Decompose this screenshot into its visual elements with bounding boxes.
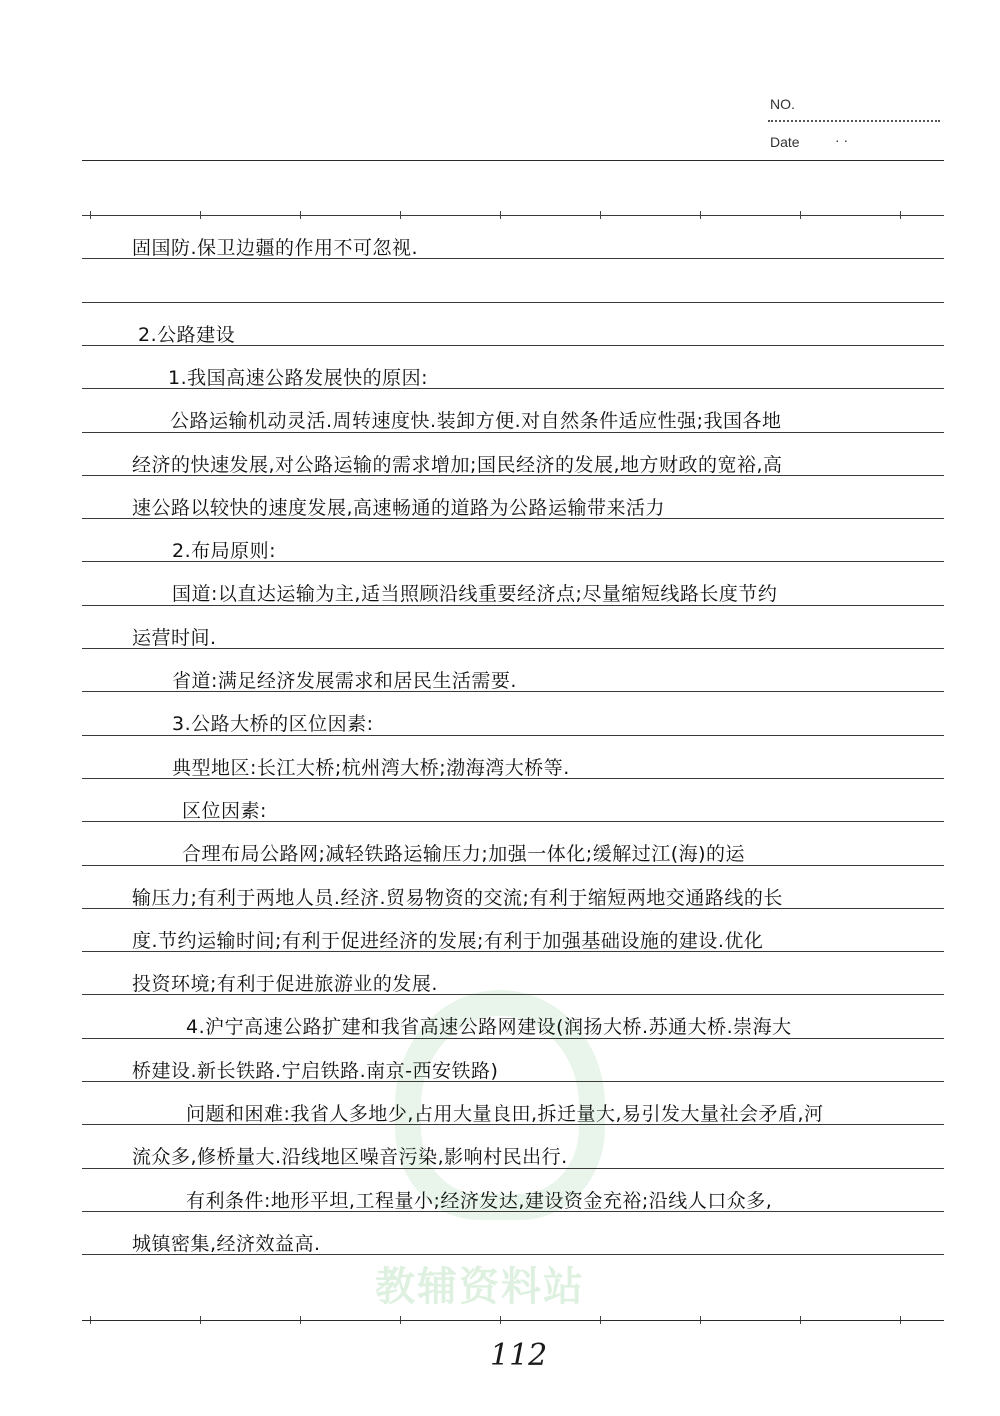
rule-tick <box>900 211 901 219</box>
note-line: 3.公路大桥的区位因素: <box>172 713 374 735</box>
note-line: 省道:满足经济发展需求和居民生活需要. <box>172 670 517 692</box>
header-rule <box>82 160 944 161</box>
rule-tick <box>400 211 401 219</box>
note-line: 经济的快速发展,对公路运输的需求增加;国民经济的发展,地方财政的宽裕,高 <box>132 454 783 476</box>
note-line: 有利条件:地形平坦,工程量小;经济发达,建设资金充裕;沿线人口众多, <box>186 1190 773 1212</box>
note-line: 国道:以直达运输为主,适当照顾沿线重要经济点;尽量缩短线路长度节约 <box>172 583 778 605</box>
note-line: 流众多,修桥量大.沿线地区噪音污染,影响村民出行. <box>132 1146 568 1168</box>
ruled-line <box>82 215 944 216</box>
note-line: 运营时间. <box>132 627 217 649</box>
rule-tick <box>700 211 701 219</box>
note-line: 4.沪宁高速公路扩建和我省高速公路网建设(润扬大桥.苏通大桥.崇海大 <box>186 1016 792 1038</box>
note-line: 合理布局公路网;减轻铁路运输压力;加强一体化;缓解过江(海)的运 <box>182 843 746 865</box>
note-line: 1.我国高速公路发展快的原因: <box>168 367 429 389</box>
note-line: 速公路以较快的速度发展,高速畅通的道路为公路运输带来活力 <box>132 497 666 519</box>
no-dotted-line <box>768 120 940 122</box>
note-line: 固国防.保卫边疆的作用不可忽视. <box>132 237 419 259</box>
rule-tick <box>500 211 501 219</box>
note-line: 城镇密集,经济效益高. <box>132 1233 321 1255</box>
rule-tick <box>300 211 301 219</box>
note-line: 度.节约运输时间;有利于促进经济的发展;有利于加强基础设施的建设.优化 <box>132 930 764 952</box>
note-line: 公路运输机动灵活.周转速度快.装卸方便.对自然条件适应性强;我国各地 <box>170 410 782 432</box>
note-line: 2.公路建设 <box>138 324 236 346</box>
date-dots: · · <box>835 132 849 148</box>
note-line: 区位因素: <box>182 800 267 822</box>
footer-rule <box>82 1320 944 1321</box>
note-line: 典型地区:长江大桥;杭州湾大桥;渤海湾大桥等. <box>172 757 570 779</box>
note-line: 投资环境;有利于促进旅游业的发展. <box>132 973 438 995</box>
note-line: 桥建设.新长铁路.宁启铁路.南京-西安铁路) <box>132 1060 499 1082</box>
date-label: Date <box>770 134 800 150</box>
page-number: 112 <box>490 1338 548 1373</box>
note-line: 2.布局原则: <box>172 540 277 562</box>
note-line: 问题和困难:我省人多地少,占用大量良田,拆迁量大,易引发大量社会矛盾,河 <box>186 1103 824 1125</box>
rule-tick <box>800 211 801 219</box>
rule-tick <box>90 211 91 219</box>
no-label: NO. <box>770 96 795 112</box>
rule-tick <box>600 211 601 219</box>
watermark-text: 教辅资料站 <box>375 1264 585 1310</box>
ruled-line <box>82 302 944 303</box>
rule-tick <box>200 211 201 219</box>
note-line: 输压力;有利于两地人员.经济.贸易物资的交流;有利于缩短两地交通路线的长 <box>132 887 783 909</box>
